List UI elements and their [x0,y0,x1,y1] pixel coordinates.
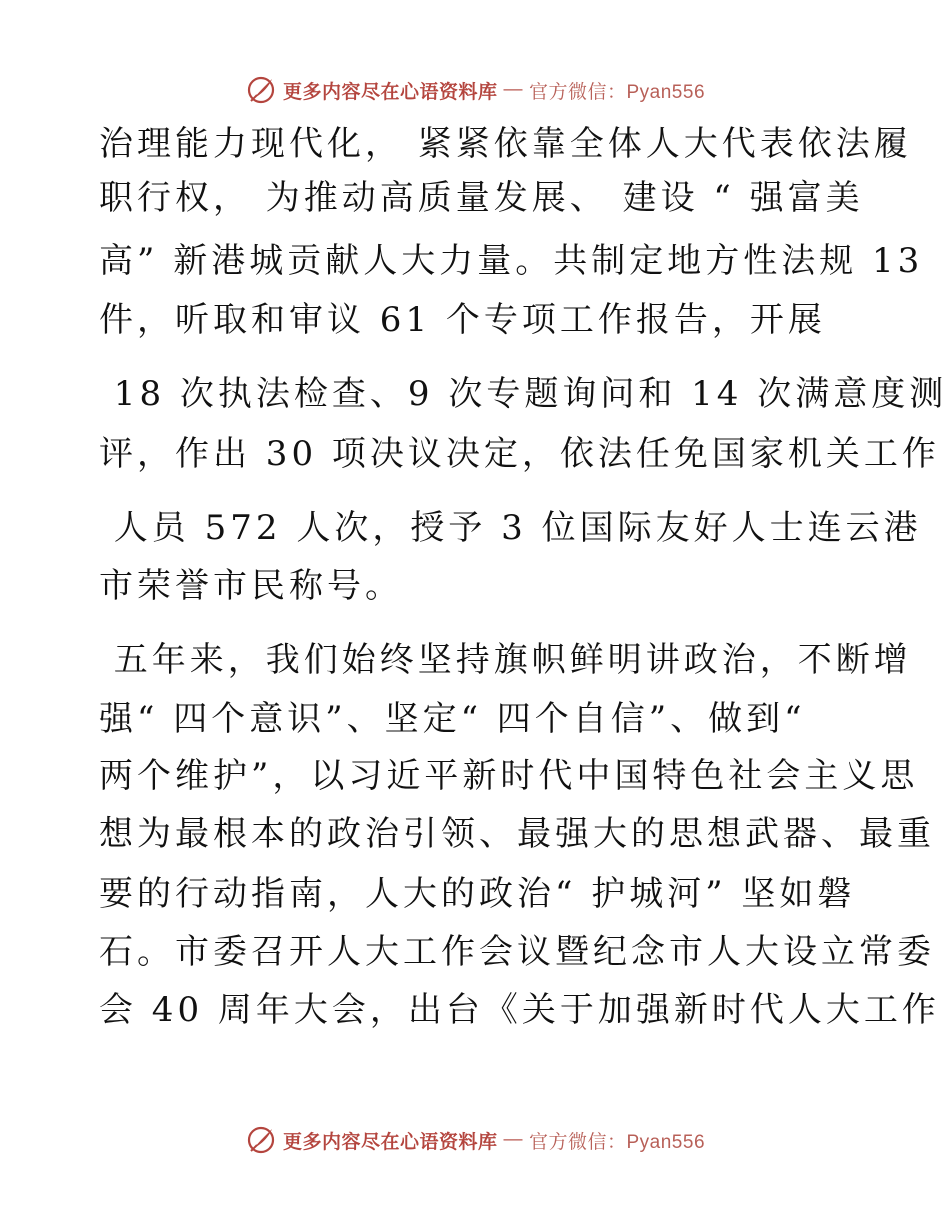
feather-pen-logo-icon [245,1124,277,1156]
text-line-11: 两个维护”，以习近平新时代中国特色社会主义思 [99,756,919,796]
text-line-10: 强“ 四个意识”、坚定“ 四个自信”、做到“ [99,699,806,739]
text-line-1: 治理能力现代化， 紧紧依靠全体人大代表依法履 [99,124,912,164]
text-line-6: 评，作出 30 项决议决定，依法任免国家机关工作 [99,434,940,474]
text-line-4: 件，听取和审议 61 个专项工作报告，开展 [99,300,826,340]
watermark-separator: — [503,79,523,100]
text-line-2: 职行权， 为推动高质量发展、 建设 “ 强富美 [99,178,864,218]
header-watermark [0,74,950,106]
watermark-brand: 更多内容尽在心语资料库 [282,81,498,103]
feather-pen-logo-icon [245,74,277,106]
text-line-12: 想为最根本的政治引领、最强大的思想武器、最重 [99,814,935,854]
watermark-wechat: 官方微信：Pyan556 [529,81,706,103]
text-line-5: 18 次执法检查、9 次专题询问和 14 次满意度测 [99,374,948,414]
text-line-9: 五年来，我们始终坚持旗帜鲜明讲政治，不断增 [99,640,912,680]
watermark-brand: 更多内容尽在心语资料库 [282,1131,498,1153]
watermark-wechat: 官方微信：Pyan556 [529,1131,706,1153]
footer-watermark [0,1124,950,1156]
text-line-15: 会 40 周年大会，出台《关于加强新时代人大工作 [99,990,940,1030]
text-line-14: 石。市委召开人大工作会议暨纪念市人大设立常委 [99,932,935,972]
watermark-separator: — [503,1129,523,1150]
text-line-3: 高” 新港城贡献人大力量。共制定地方性法规 13 [99,241,924,281]
text-line-13: 要的行动指南，人大的政治“ 护城河” 坚如磐 [99,874,856,914]
text-line-8: 市荣誉市民称号。 [99,566,403,606]
text-line-7: 人员 572 人次，授予 3 位国际友好人士连云港 [99,508,922,548]
